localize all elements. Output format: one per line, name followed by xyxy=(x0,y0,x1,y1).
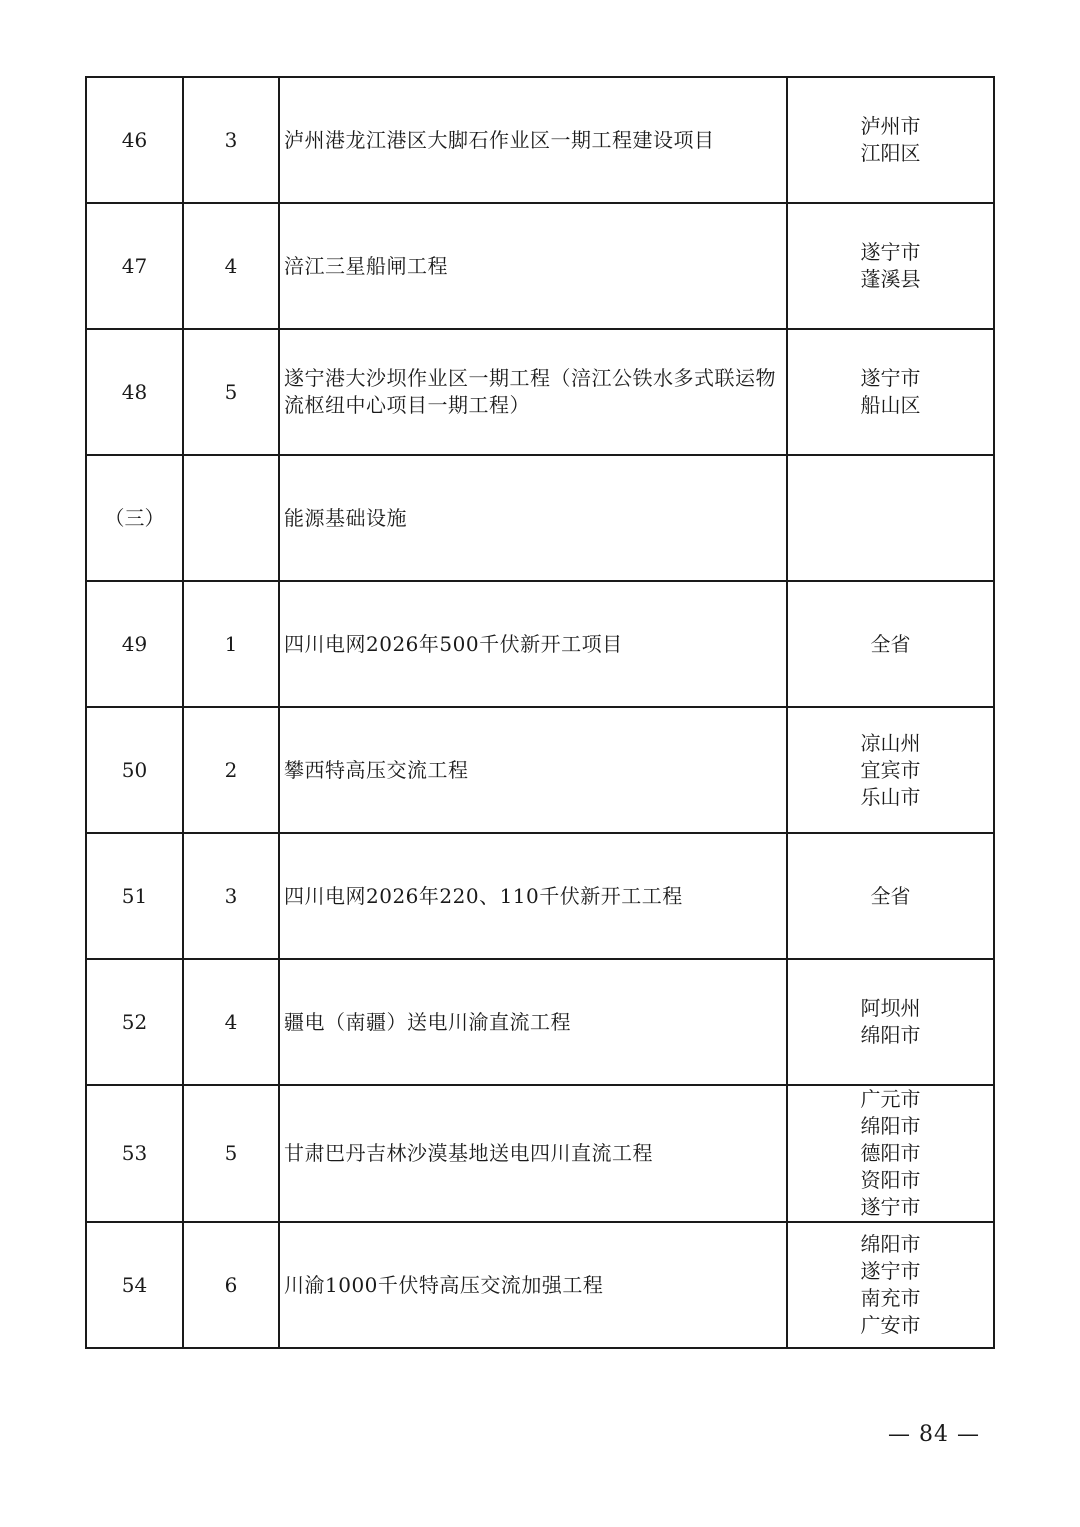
table-row xyxy=(86,707,994,833)
row-sequence-number: （三） xyxy=(86,455,183,581)
project-name: 川渝1000千伏特高压交流加强工程 xyxy=(279,1222,787,1348)
project-name: 泸州港龙江港区大脚石作业区一期工程建设项目 xyxy=(279,77,787,203)
location-line: 全省 xyxy=(870,631,911,656)
location-line: 全省 xyxy=(870,883,911,908)
location-line: 广元市 xyxy=(860,1087,921,1111)
project-table-body xyxy=(86,77,994,1348)
project-name: 遂宁港大沙坝作业区一期工程（涪江公铁水多式联运物流枢纽中心项目一期工程） xyxy=(279,329,787,455)
project-name: 涪江三星船闸工程 xyxy=(279,203,787,329)
location-line: 船山区 xyxy=(860,393,921,417)
table-row xyxy=(86,959,994,1085)
row-sub-number: 3 xyxy=(183,77,279,203)
table-row xyxy=(86,581,994,707)
location-line: 南充市 xyxy=(860,1286,921,1310)
location-line: 绵阳市 xyxy=(860,1114,921,1138)
row-sequence-number: 50 xyxy=(86,707,183,833)
project-name: 攀西特高压交流工程 xyxy=(279,707,787,833)
row-sequence-number: 47 xyxy=(86,203,183,329)
row-sequence-number: 48 xyxy=(86,329,183,455)
row-sequence-number: 54 xyxy=(86,1222,183,1348)
row-sequence-number: 46 xyxy=(86,77,183,203)
row-sub-number: 3 xyxy=(183,833,279,959)
project-name: 四川电网2026年220、110千伏新开工工程 xyxy=(279,833,787,959)
table-row xyxy=(86,77,994,203)
location-line: 泸州市 xyxy=(860,114,921,138)
row-sub-number: 2 xyxy=(183,707,279,833)
location-line: 江阳区 xyxy=(860,141,921,165)
page-number: — 84 — xyxy=(888,1422,980,1447)
row-sub-number: 4 xyxy=(183,203,279,329)
project-location xyxy=(787,1085,994,1222)
location-line: 德阳市 xyxy=(860,1141,921,1165)
row-sub-number: 1 xyxy=(183,581,279,707)
location-line: 遂宁市 xyxy=(860,366,921,390)
row-sequence-number: 51 xyxy=(86,833,183,959)
project-name: 四川电网2026年500千伏新开工项目 xyxy=(279,581,787,707)
row-sub-number: 5 xyxy=(183,1085,279,1222)
location-line: 阿坝州 xyxy=(860,996,921,1020)
row-sub-number xyxy=(183,455,279,581)
table-row xyxy=(86,329,994,455)
project-location xyxy=(787,833,994,959)
project-table xyxy=(85,76,995,1349)
location-line: 遂宁市 xyxy=(860,240,921,264)
location-line: 遂宁市 xyxy=(860,1195,921,1219)
location-line: 凉山州 xyxy=(860,730,921,755)
table-row xyxy=(86,1222,994,1348)
location-line: 绵阳市 xyxy=(860,1232,921,1256)
project-name: 疆电（南疆）送电川渝直流工程 xyxy=(279,959,787,1085)
location-line: 乐山市 xyxy=(860,784,921,809)
project-location xyxy=(787,455,994,581)
row-sequence-number: 52 xyxy=(86,959,183,1085)
project-location xyxy=(787,329,994,455)
row-sequence-number: 53 xyxy=(86,1085,183,1222)
table-row xyxy=(86,203,994,329)
project-location xyxy=(787,203,994,329)
table-row xyxy=(86,833,994,959)
project-location xyxy=(787,1222,994,1348)
table-row xyxy=(86,1085,994,1222)
project-name: 甘肃巴丹吉林沙漠基地送电四川直流工程 xyxy=(279,1085,787,1222)
location-line: 资阳市 xyxy=(860,1168,921,1192)
row-sequence-number: 49 xyxy=(86,581,183,707)
project-location xyxy=(787,77,994,203)
location-line: 宜宾市 xyxy=(860,757,921,782)
project-location xyxy=(787,707,994,833)
location-line: 广安市 xyxy=(860,1313,921,1337)
project-name: 能源基础设施 xyxy=(279,455,787,581)
location-line: 蓬溪县 xyxy=(860,267,921,291)
project-location xyxy=(787,581,994,707)
table-row xyxy=(86,455,994,581)
location-line: 遂宁市 xyxy=(860,1259,921,1283)
project-location xyxy=(787,959,994,1085)
row-sub-number: 6 xyxy=(183,1222,279,1348)
row-sub-number: 4 xyxy=(183,959,279,1085)
row-sub-number: 5 xyxy=(183,329,279,455)
location-line: 绵阳市 xyxy=(860,1023,921,1047)
